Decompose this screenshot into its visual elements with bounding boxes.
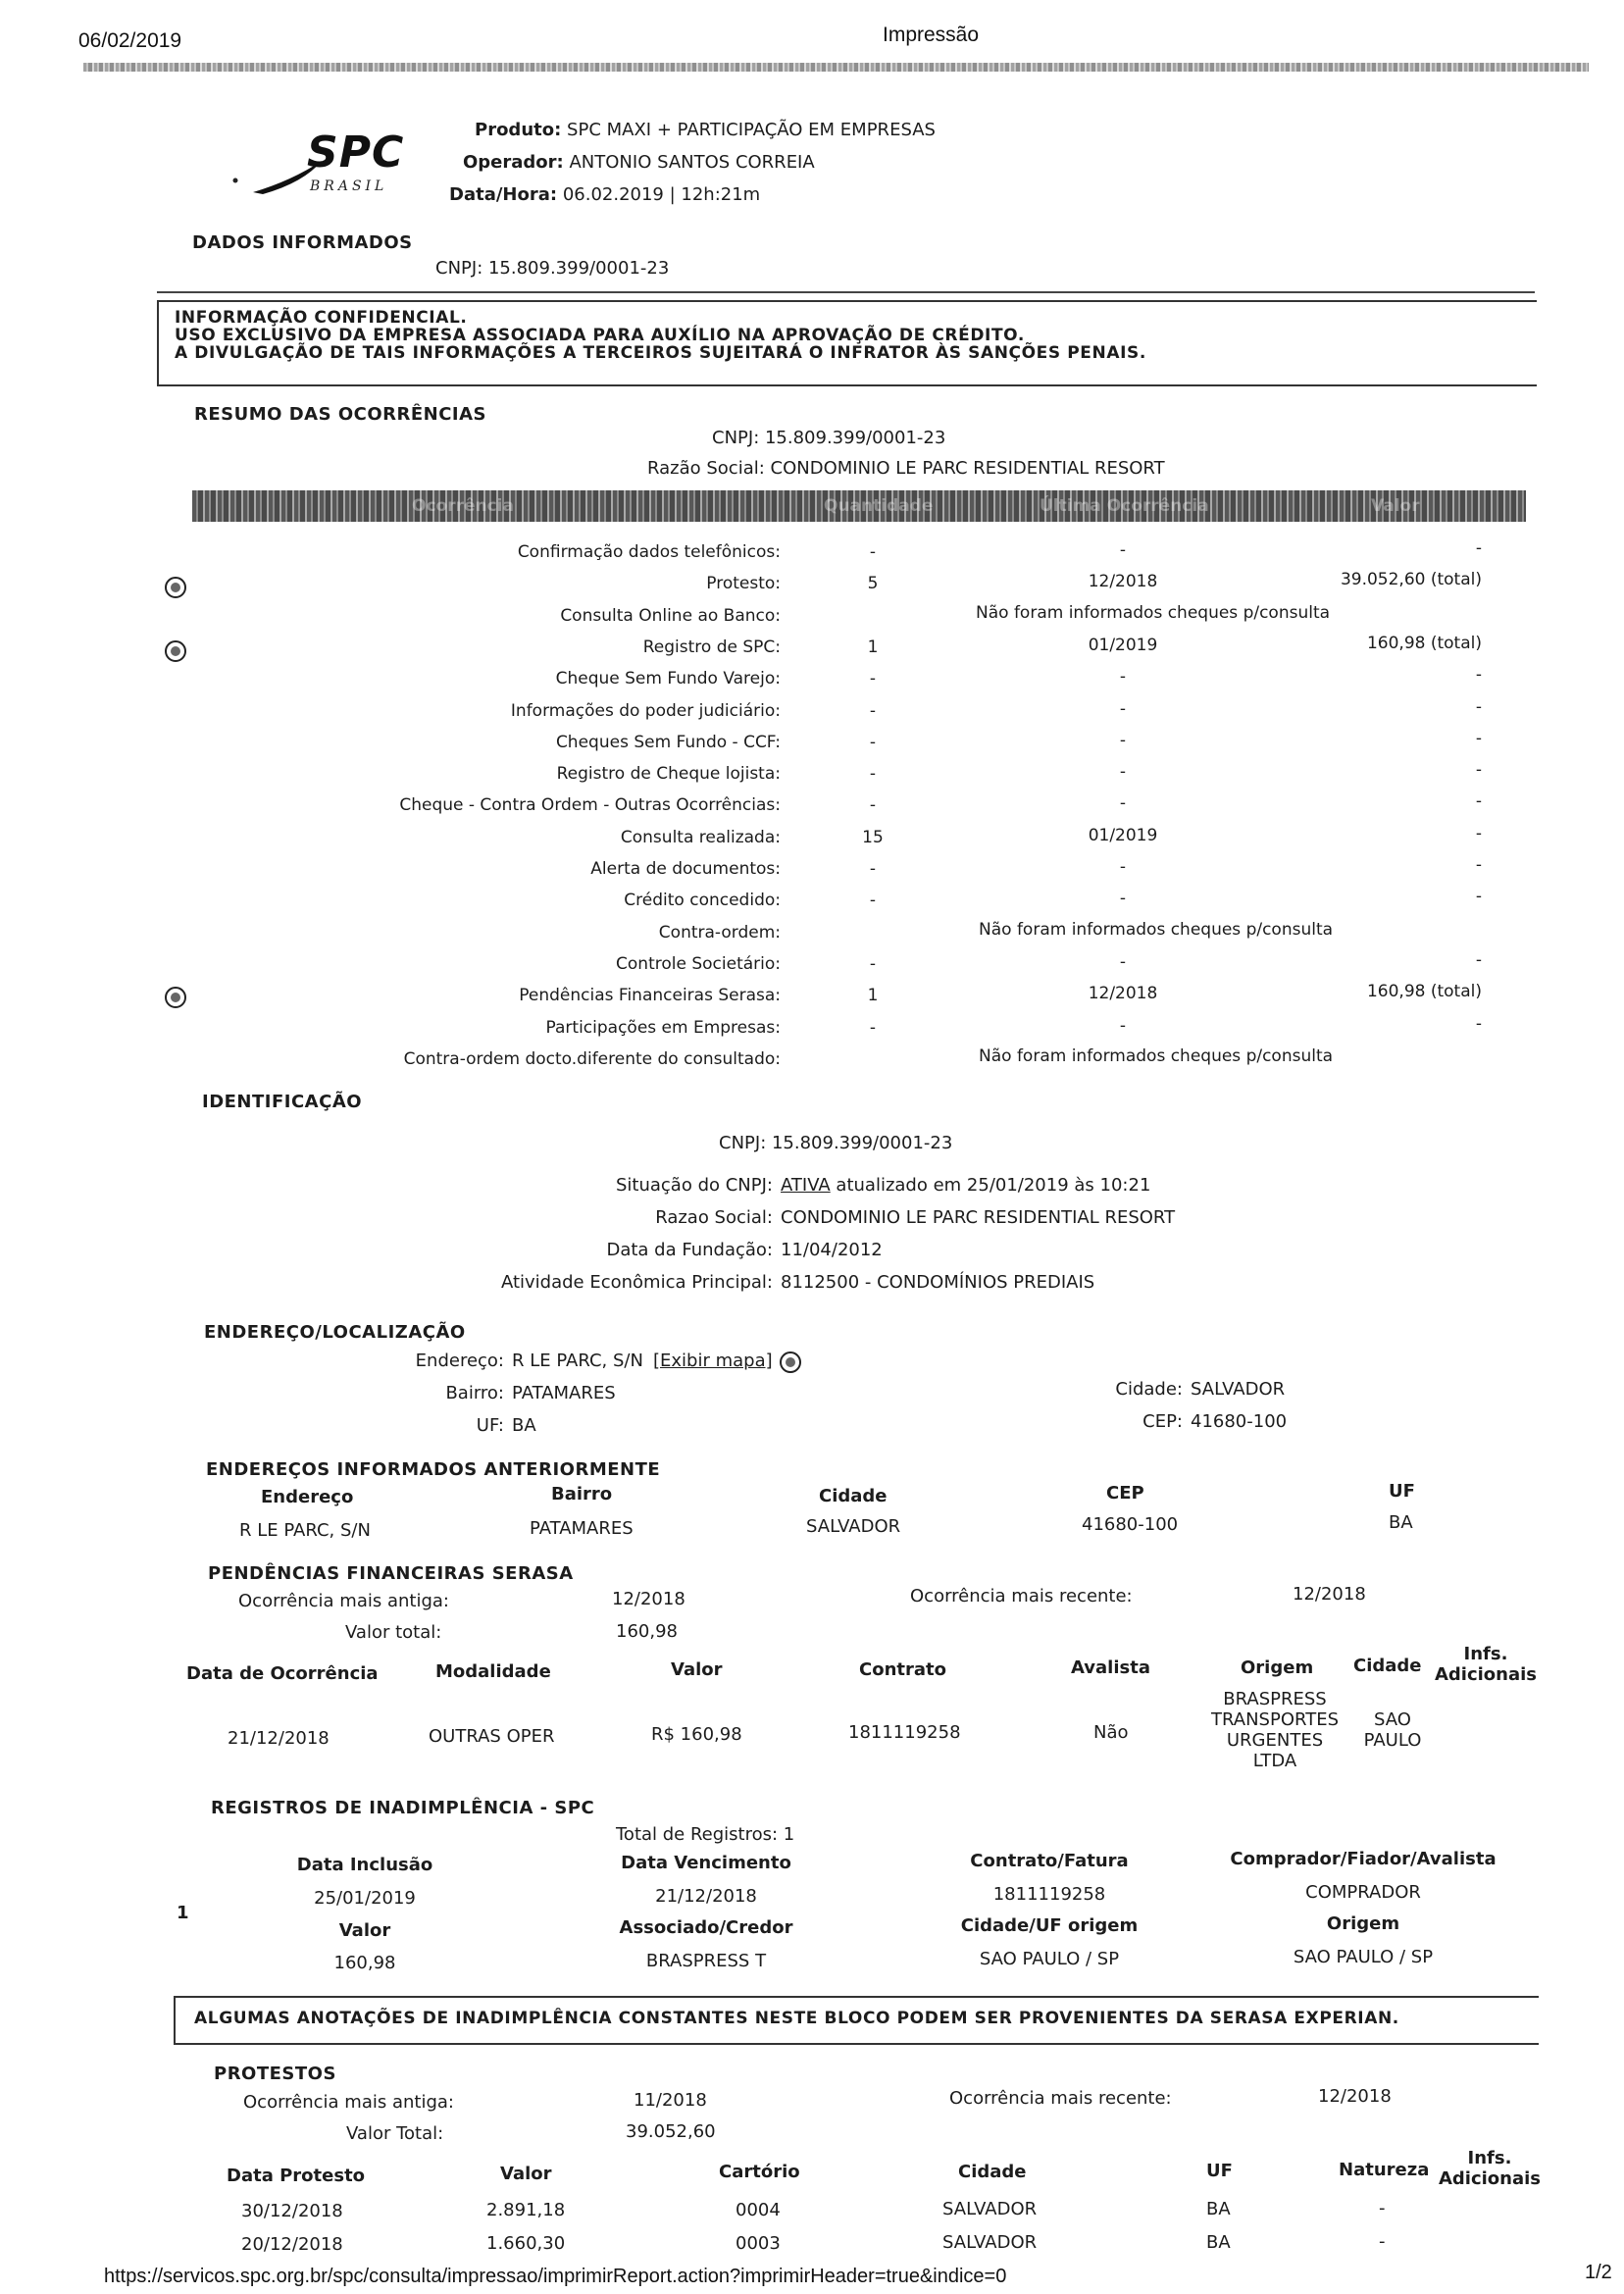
resumo-qtd: - <box>869 859 877 879</box>
serasa-data: 21/12/2018 <box>228 1728 330 1749</box>
serasa-cidade <box>1353 1709 1432 1751</box>
cidade-value: SALVADOR <box>1191 1379 1286 1400</box>
uf-label: UF: <box>476 1415 504 1436</box>
operador-value: ANTONIO SANTOS CORREIA <box>569 152 815 173</box>
resumo-valor: - <box>1475 665 1482 685</box>
serasa-valor: R$ 160,98 <box>651 1724 742 1745</box>
resumo-ultima: - <box>1119 889 1127 908</box>
col-cep: CEP <box>1106 1483 1144 1504</box>
resumo-label: Contra-ordem docto.diferente do consultado: <box>403 1049 781 1069</box>
situacao-value <box>781 1175 1150 1196</box>
resumo-ultima: - <box>1119 699 1127 719</box>
spc-comprador: COMPRADOR <box>1305 1882 1421 1903</box>
confidential-line-2: USO EXCLUSIVO DA EMPRESA ASSOCIADA PARA AUXÍLIO NA APROVAÇÃO DE CRÉDITO. <box>175 326 1025 345</box>
spc-data-vencimento: 21/12/2018 <box>655 1886 757 1907</box>
protestos-antiga-label: Ocorrência mais antiga: <box>243 2092 454 2113</box>
protestos-recente-value: 12/2018 <box>1318 2086 1392 2107</box>
resumo-note: Não foram informados cheques p/consulta <box>979 1046 1334 1066</box>
resumo-qtd: 1 <box>867 637 879 657</box>
col-adicionais: Adicionais <box>1438 2168 1542 2189</box>
col-valor: Valor <box>671 1659 723 1680</box>
col-adicionais: Adicionais <box>1434 1664 1538 1685</box>
origem-line: BRASPRESS <box>1223 1689 1327 1709</box>
cidade-label: Cidade: <box>1115 1379 1183 1400</box>
spc-associado: BRASPRESS T <box>645 1951 767 1971</box>
serasa-origem <box>1196 1689 1353 1771</box>
protesto-valor: 1.660,30 <box>486 2233 566 2254</box>
ant-endereco: R LE PARC, S/N <box>239 1520 371 1541</box>
operador-line <box>463 152 815 173</box>
resumo-qtd: - <box>869 954 877 974</box>
resumo-ultima: 01/2019 <box>1088 636 1158 655</box>
uf-value: BA <box>512 1415 536 1436</box>
resumo-qtd: - <box>869 733 877 752</box>
confidential-line-1: INFORMAÇÃO CONFIDENCIAL. <box>175 308 468 328</box>
situacao-label: Situação do CNPJ: <box>615 1175 773 1196</box>
col-bairro: Bairro <box>551 1484 613 1504</box>
resumo-qtd: 15 <box>862 828 884 847</box>
situacao-status: ATIVA <box>781 1175 831 1196</box>
col-endereco: Endereço <box>261 1487 354 1507</box>
resumo-label: Alerta de documentos: <box>590 859 781 879</box>
resumo-qtd: - <box>869 669 877 688</box>
section-dados-informados: DADOS INFORMADOS <box>192 232 413 253</box>
resumo-qtd: - <box>869 1018 877 1038</box>
cep-value: 41680-100 <box>1191 1411 1288 1432</box>
resumo-qtd: - <box>869 701 877 721</box>
ant-cep: 41680-100 <box>1082 1514 1179 1535</box>
resumo-ultima: - <box>1119 540 1127 560</box>
razao-value: CONDOMINIO LE PARC RESIDENTIAL RESORT <box>781 1207 1176 1228</box>
serasa-total-value: 160,98 <box>616 1621 678 1642</box>
col-infs: Infs. <box>1463 1644 1508 1664</box>
cidade-line: SAO <box>1374 1709 1411 1730</box>
ident-cnpj: CNPJ: 15.809.399/0001-23 <box>719 1133 953 1153</box>
scan-noise-band <box>83 63 1589 72</box>
resumo-label: Registro de Cheque lojista: <box>556 764 781 784</box>
bairro-value: PATAMARES <box>512 1383 616 1403</box>
ant-cidade: SALVADOR <box>806 1516 901 1537</box>
protesto-cartorio: 0004 <box>736 2200 781 2220</box>
cidade-line: PAULO <box>1363 1730 1422 1751</box>
exibir-mapa-link[interactable]: [Exibir mapa] <box>653 1351 773 1371</box>
razao-label: Razao Social: <box>655 1207 773 1228</box>
serasa-recente-value: 12/2018 <box>1293 1584 1366 1605</box>
alert-icon <box>165 640 186 662</box>
resumo-cnpj: CNPJ: 15.809.399/0001-23 <box>712 428 946 448</box>
datahora-label: Data/Hora: <box>449 184 558 205</box>
col-uf: UF <box>1206 2161 1233 2181</box>
spc-valor: 160,98 <box>333 1953 396 1973</box>
spc-origem: SAO PAULO / SP <box>1293 1947 1434 1967</box>
cep-label: CEP: <box>1142 1411 1183 1432</box>
resumo-valor: - <box>1475 824 1482 843</box>
resumo-label: Pendências Financeiras Serasa: <box>519 986 781 1005</box>
serasa-modalidade: OUTRAS OPER <box>429 1726 555 1747</box>
resumo-ultima: - <box>1119 857 1127 877</box>
resumo-note: Não foram informados cheques p/consulta <box>976 603 1331 623</box>
origem-line: LTDA <box>1252 1751 1297 1771</box>
col-cidade: Cidade <box>958 2162 1027 2182</box>
col-cartorio: Cartório <box>719 2162 800 2182</box>
resumo-ultima: 01/2019 <box>1088 826 1158 845</box>
resumo-ultima: - <box>1119 1016 1127 1036</box>
spc-contrato: 1811119258 <box>992 1884 1106 1905</box>
col-modalidade: Modalidade <box>435 1661 551 1682</box>
spc-total: Total de Registros: 1 <box>616 1824 795 1845</box>
serasa-avalista: Não <box>1093 1722 1129 1743</box>
atividade-value: 8112500 - CONDOMÍNIOS PREDIAIS <box>781 1272 1095 1293</box>
resumo-ultima: - <box>1119 762 1127 782</box>
protesto-natureza: - <box>1379 2231 1386 2252</box>
resumo-label: Crédito concedido: <box>624 891 781 910</box>
col-valor: Valor <box>1371 496 1420 516</box>
resumo-valor: 39.052,60 (total) <box>1340 570 1482 589</box>
protesto-cidade: SALVADOR <box>942 2199 1038 2219</box>
resumo-valor: - <box>1475 760 1482 780</box>
protestos-total-label: Valor Total: <box>346 2123 444 2144</box>
produto-value: SPC MAXI + PARTICIPAÇÃO EM EMPRESAS <box>567 120 936 140</box>
col-comprador: Comprador/Fiador/Avalista <box>1230 1849 1497 1869</box>
spc-index: 1 <box>177 1903 189 1923</box>
section-enderecos-anteriores: ENDEREÇOS INFORMADOS ANTERIORMENTE <box>206 1459 661 1480</box>
spc-data-inclusao: 25/01/2019 <box>314 1888 416 1909</box>
protestos-antiga-value: 11/2018 <box>634 2090 707 2111</box>
resumo-label: Participações em Empresas: <box>545 1018 781 1038</box>
resumo-qtd: 1 <box>867 986 879 1005</box>
endereco-value: R LE PARC, S/N <box>512 1351 643 1371</box>
resumo-label: Cheque - Contra Ordem - Outras Ocorrências: <box>399 795 781 815</box>
print-url: https://servicos.spc.org.br/spc/consulta/impressao/imprimirReport.action?imprimirHeader=true&indice=0 <box>104 2266 1007 2287</box>
datahora-value: 06.02.2019 | 12h:21m <box>562 184 761 205</box>
origem-line: URGENTES <box>1226 1730 1324 1751</box>
resumo-valor: - <box>1475 697 1482 717</box>
col-avalista: Avalista <box>1071 1657 1150 1678</box>
section-identificacao: IDENTIFICAÇÃO <box>202 1092 363 1112</box>
endereco-label: Endereço: <box>415 1351 504 1371</box>
ant-uf: BA <box>1389 1512 1413 1533</box>
resumo-label: Cheques Sem Fundo - CCF: <box>555 733 781 752</box>
col-data-inclusao: Data Inclusão <box>296 1855 433 1875</box>
divider <box>157 291 1535 293</box>
spc-logo <box>224 126 410 204</box>
dados-cnpj: CNPJ: 15.809.399/0001-23 <box>435 258 670 279</box>
resumo-label: Protesto: <box>706 574 781 593</box>
fundacao-value: 11/04/2012 <box>781 1240 883 1260</box>
resumo-label: Consulta realizada: <box>620 828 781 847</box>
protestos-recente-label: Ocorrência mais recente: <box>949 2088 1172 2109</box>
serasa-total-label: Valor total: <box>345 1622 442 1643</box>
section-spc: REGISTROS DE INADIMPLÊNCIA - SPC <box>211 1798 595 1818</box>
resumo-valor: - <box>1475 887 1482 906</box>
col-associado: Associado/Credor <box>619 1917 793 1938</box>
section-protestos: PROTESTOS <box>214 2064 336 2084</box>
resumo-note: Não foram informados cheques p/consulta <box>979 920 1334 940</box>
resumo-ultima: - <box>1119 667 1127 687</box>
resumo-ultima: - <box>1119 793 1127 813</box>
resumo-qtd: - <box>869 891 877 910</box>
protesto-natureza: - <box>1379 2198 1386 2218</box>
resumo-label: Cheque Sem Fundo Varejo: <box>555 669 781 688</box>
col-data-ocorrencia: Data de Ocorrência <box>186 1663 379 1684</box>
serasa-note: ALGUMAS ANOTAÇÕES DE INADIMPLÊNCIA CONSTANTES NESTE BLOCO PODEM SER PROVENIENTES DA SERASA EXPERIAN. <box>194 2009 1399 2028</box>
resumo-label: Informações do poder judiciário: <box>510 701 781 721</box>
col-infs: Infs. <box>1467 2148 1512 2168</box>
col-origem: Origem <box>1241 1657 1314 1678</box>
operador-label: Operador: <box>463 152 564 173</box>
confidential-line-3: A DIVULGAÇÃO DE TAIS INFORMAÇÕES A TERCEIROS SUJEITARÁ O INFRATOR ÀS SANÇÕES PENAIS. <box>175 343 1146 363</box>
resumo-valor: 160,98 (total) <box>1366 982 1482 1001</box>
origem-line: TRANSPORTES <box>1211 1709 1339 1730</box>
col-data-protesto: Data Protesto <box>227 2166 366 2186</box>
print-date: 06/02/2019 <box>78 29 182 52</box>
resumo-label: Consulta Online ao Banco: <box>560 606 781 626</box>
resumo-label: Controle Societário: <box>616 954 781 974</box>
alert-icon <box>165 987 186 1008</box>
protesto-cartorio: 0003 <box>736 2233 781 2254</box>
col-contrato-fatura: Contrato/Fatura <box>970 1851 1129 1871</box>
col-cidade: Cidade <box>819 1486 888 1506</box>
protesto-uf: BA <box>1206 2232 1231 2253</box>
serasa-antiga-value: 12/2018 <box>612 1589 685 1609</box>
col-ocorrencia: Ocorrência <box>412 496 514 516</box>
resumo-valor: - <box>1475 950 1482 970</box>
serasa-antiga-label: Ocorrência mais antiga: <box>238 1591 449 1611</box>
col-ultima: Última Ocorrência <box>1040 496 1209 516</box>
resumo-label: Confirmação dados telefônicos: <box>517 542 781 562</box>
print-title: Impressão <box>883 24 980 46</box>
serasa-contrato: 1811119258 <box>848 1722 961 1743</box>
resumo-valor: - <box>1475 729 1482 748</box>
resumo-qtd: - <box>869 542 877 562</box>
alert-icon <box>165 577 186 598</box>
resumo-valor: - <box>1475 791 1482 811</box>
resumo-ultima: - <box>1119 731 1127 750</box>
protesto-cidade: SALVADOR <box>942 2232 1038 2253</box>
col-valor: Valor <box>500 2164 552 2184</box>
col-contrato: Contrato <box>859 1659 946 1680</box>
resumo-valor: - <box>1475 538 1482 558</box>
page-number: 1/2 <box>1585 2262 1612 2283</box>
resumo-razao: Razão Social: CONDOMINIO LE PARC RESIDENTIAL RESORT <box>647 458 1165 479</box>
serasa-recente-label: Ocorrência mais recente: <box>910 1586 1133 1606</box>
produto-label: Produto: <box>475 120 562 140</box>
resumo-valor: - <box>1475 855 1482 875</box>
protesto-valor: 2.891,18 <box>486 2200 566 2220</box>
fundacao-label: Data da Fundação: <box>606 1240 773 1260</box>
resumo-qtd: - <box>869 764 877 784</box>
resumo-qtd: 5 <box>867 574 879 593</box>
col-natureza: Natureza <box>1339 2160 1430 2180</box>
spc-cidade-uf: SAO PAULO / SP <box>979 1949 1120 1969</box>
col-cidade: Cidade <box>1353 1656 1422 1676</box>
resumo-ultima: - <box>1119 952 1127 972</box>
section-endereco: ENDEREÇO/LOCALIZAÇÃO <box>204 1322 466 1343</box>
logo-text: SPC <box>307 127 405 178</box>
atividade-label: Atividade Econômica Principal: <box>500 1272 773 1293</box>
col-origem: Origem <box>1326 1913 1400 1934</box>
resumo-valor: 160,98 (total) <box>1366 634 1482 653</box>
col-quantidade: Quantidade <box>824 496 934 516</box>
col-cidade-uf: Cidade/UF origem <box>960 1915 1139 1936</box>
resumo-label: Contra-ordem: <box>658 923 781 943</box>
globe-icon[interactable] <box>780 1351 801 1373</box>
resumo-qtd: - <box>869 795 877 815</box>
situacao-rest: atualizado em 25/01/2019 às 10:21 <box>830 1175 1151 1196</box>
produto-line <box>475 120 936 140</box>
resumo-ultima: 12/2018 <box>1088 984 1158 1003</box>
section-resumo: RESUMO DAS OCORRÊNCIAS <box>194 404 487 425</box>
col-uf: UF <box>1389 1481 1415 1502</box>
section-serasa: PENDÊNCIAS FINANCEIRAS SERASA <box>208 1563 574 1584</box>
protestos-total-value: 39.052,60 <box>626 2121 716 2142</box>
col-valor: Valor <box>338 1920 391 1941</box>
resumo-valor: - <box>1475 1014 1482 1034</box>
resumo-ultima: 12/2018 <box>1088 572 1158 591</box>
protesto-data: 30/12/2018 <box>241 2201 343 2221</box>
resumo-label: Registro de SPC: <box>642 637 781 657</box>
logo-subtext: BRASIL <box>310 178 388 194</box>
bairro-label: Bairro: <box>445 1383 504 1403</box>
datahora-line <box>449 184 760 205</box>
col-data-vencimento: Data Vencimento <box>621 1853 791 1873</box>
protesto-uf: BA <box>1206 2199 1231 2219</box>
ant-bairro: PATAMARES <box>530 1518 634 1539</box>
protesto-data: 20/12/2018 <box>241 2234 343 2255</box>
